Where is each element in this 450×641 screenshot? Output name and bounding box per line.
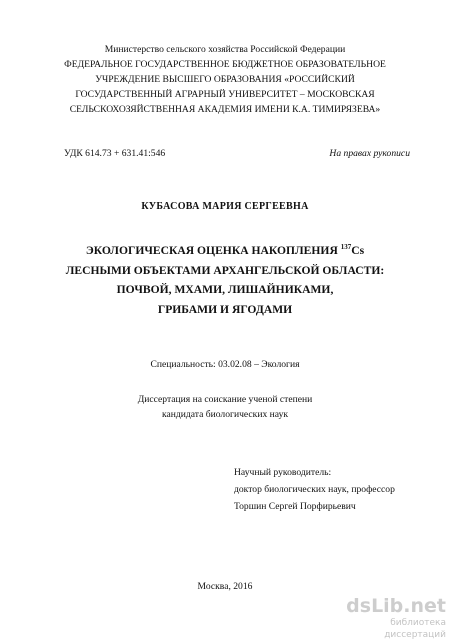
scientific-advisor — [234, 464, 395, 515]
header-line: ГОСУДАРСТВЕННЫЙ АГРАРНЫЙ УНИВЕРСИТЕТ – МОСКОВСКАЯ — [75, 89, 375, 100]
watermark-brand: dsLib.net — [346, 595, 446, 617]
advisor-label: Научный руководитель: — [234, 467, 332, 478]
title-line-1-text: ЭКОЛОГИЧЕСКАЯ ОЦЕНКА НАКОПЛЕНИЯ — [85, 244, 341, 257]
header-line: СЕЛЬСКОХОЗЯЙСТВЕННАЯ АКАДЕМИЯ ИМЕНИ К.А. ТИМИРЯЗЕВА» — [69, 104, 381, 115]
dissertation-title — [0, 238, 450, 319]
header-line: ФЕДЕРАЛЬНОЕ ГОСУДАРСТВЕННОЕ БЮДЖЕТНОЕ ОБРАЗОВАТЕЛЬНОЕ — [64, 59, 386, 70]
degree-line-1: Диссертация на соискание ученой степени — [137, 394, 313, 405]
city-year: Москва, 2016 — [197, 581, 253, 592]
udk-code: УДК 614.73 + 631.41:546 — [64, 148, 166, 159]
manuscript-rights: На правах рукописи — [329, 148, 410, 159]
header-line: Министерство сельского хозяйства Российской Федерации — [104, 44, 346, 55]
watermark-subtitle: библиотека диссертаций — [384, 618, 446, 640]
isotope-symbol: Cs — [351, 244, 365, 257]
title-line-2: ЛЕСНЫМИ ОБЪЕКТАМИ АРХАНГЕЛЬСКОЙ ОБЛАСТИ: — [65, 263, 385, 277]
advisor-name: Торшин Сергей Порфирьевич — [234, 501, 356, 512]
specialty: Специальность: 03.02.08 – Экология — [150, 359, 300, 370]
author-name: КУБАСОВА МАРИЯ СЕРГЕЕВНА — [141, 201, 309, 212]
degree-statement — [0, 392, 450, 422]
dslib-watermark — [342, 595, 446, 640]
title-line-1 — [0, 238, 450, 261]
isotope-mass: 137 — [340, 243, 352, 251]
ministry-header — [0, 42, 450, 117]
header-line: УЧРЕЖДЕНИЕ ВЫСШЕГО ОБРАЗОВАНИЯ «РОССИЙСКИЙ — [95, 74, 355, 85]
title-line-4: ГРИБАМИ И ЯГОДАМИ — [157, 302, 293, 316]
degree-line-2: кандидата биологических наук — [161, 409, 289, 420]
title-line-3: ПОЧВОЙ, МХАМИ, ЛИШАЙНИКАМИ, — [116, 283, 334, 296]
advisor-degree: доктор биологических наук, профессор — [234, 484, 395, 495]
